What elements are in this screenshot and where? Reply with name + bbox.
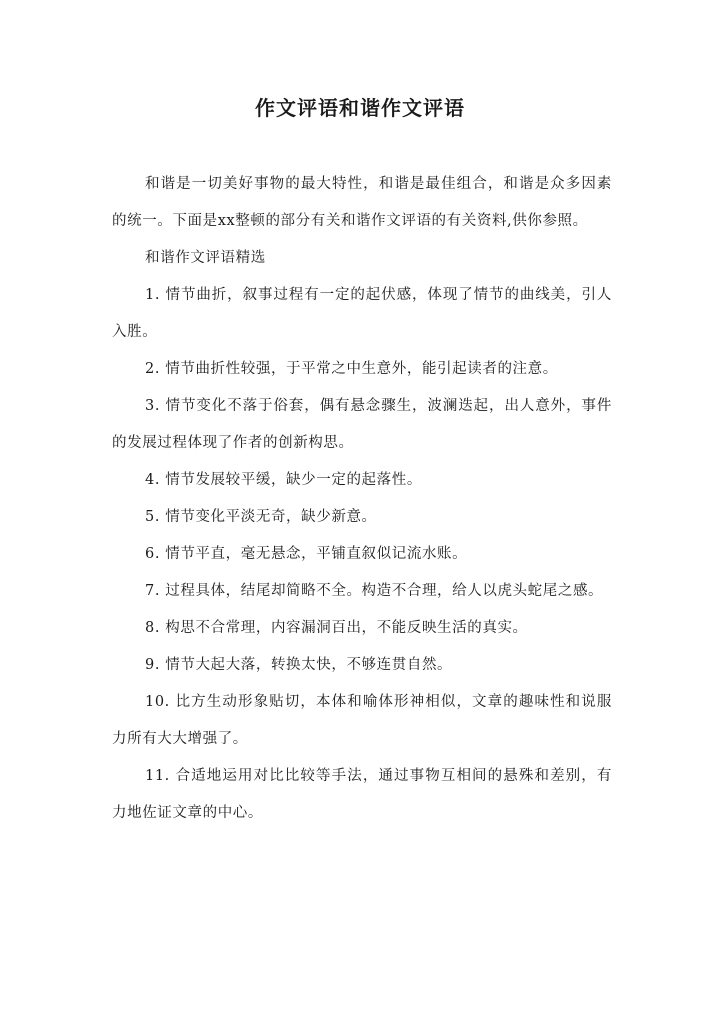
comment-item-5: 5. 情节变化平淡无奇，缺少新意。 <box>145 509 377 525</box>
comment-item-9: 9. 情节大起大落，转换太快，不够连贯自然。 <box>145 657 453 673</box>
comment-item-8: 8. 构思不合常理，内容漏洞百出，不能反映生活的真实。 <box>145 620 528 636</box>
comment-item-11: 11. 合适地运用对比比较等手法，通过事物互相间的悬殊和差别，有力地佐证文章的中心。 <box>112 768 612 821</box>
document-title: 作文评语和谐作文评语 <box>255 96 465 120</box>
comment-item-7: 7. 过程具体，结尾却简略不全。构造不合理，给人以虎头蛇尾之感。 <box>145 583 604 599</box>
comment-item-2: 2. 情节曲折性较强，于平常之中生意外，能引起读者的注意。 <box>145 361 558 377</box>
comment-item-4: 4. 情节发展较平缓，缺少一定的起落性。 <box>145 472 422 488</box>
section-heading: 和谐作文评语精选 <box>145 250 266 266</box>
document-body <box>112 166 612 832</box>
comment-item-6: 6. 情节平直，毫无悬念，平铺直叙似记流水账。 <box>145 546 468 562</box>
comment-item-3: 3. 情节变化不落于俗套，偶有悬念骤生，波澜迭起，出人意外，事件的发展过程体现了作者的创新构思。 <box>112 398 612 451</box>
comment-item-10: 10. 比方生动形象贴切，本体和喻体形神相似，文章的趣味性和说服力所有大大增强了。 <box>112 694 612 747</box>
comment-item-1: 1. 情节曲折，叙事过程有一定的起伏感，体现了情节的曲线美，引人入胜。 <box>112 287 612 340</box>
intro-paragraph: 和谐是一切美好事物的最大特性，和谐是最佳组合，和谐是众多因素的统一。下面是xx整顿的部分有关和谐作文评语的有关资料,供你参照。 <box>112 176 612 229</box>
